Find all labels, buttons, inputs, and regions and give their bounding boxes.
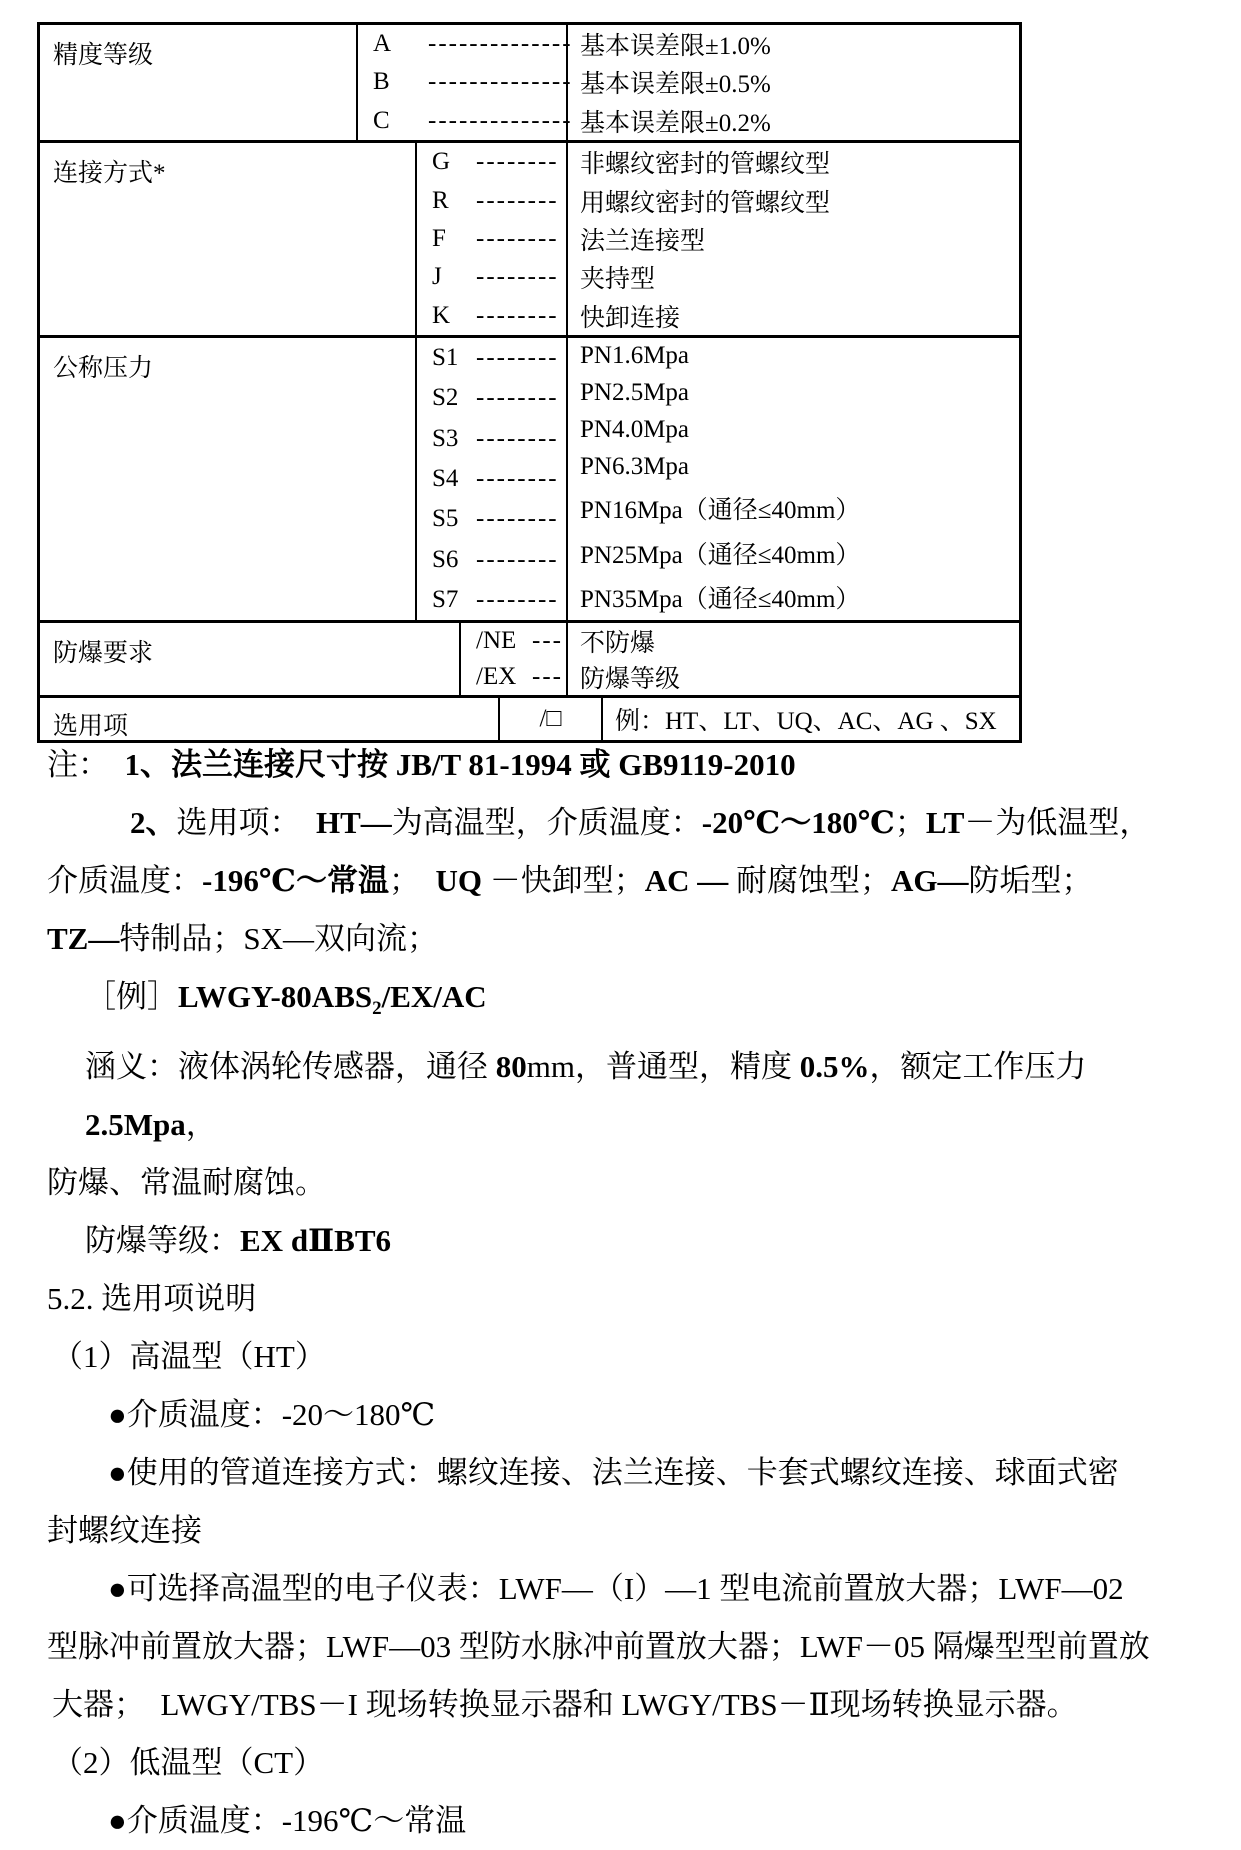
option-code-line xyxy=(432,148,566,176)
note-segment: TZ— xyxy=(47,921,120,956)
note-segment: 型脉冲前置放大器；LWF—03 型防水脉冲前置放大器；LWF－05 隔爆型型前置放 xyxy=(47,1629,1150,1665)
option-codes-column xyxy=(417,338,568,620)
option-dashes: -------- xyxy=(476,545,559,573)
note-segment: 2、 xyxy=(130,805,177,840)
note-line xyxy=(37,1502,1207,1560)
note-segment: －为低温型， xyxy=(964,805,1151,840)
table-group-optional-items xyxy=(40,695,1019,740)
note-segment: 介质温度： xyxy=(47,863,202,898)
option-code: B xyxy=(373,68,390,96)
note-segment: 2.5Mpa xyxy=(85,1107,186,1143)
note-line xyxy=(37,1734,1207,1792)
option-desc: PN2.5Mpa xyxy=(580,379,690,407)
group-label: 防爆要求 xyxy=(40,623,461,695)
table-group-explosion-proof xyxy=(40,620,1019,695)
note-line xyxy=(37,910,1207,968)
note-line xyxy=(37,852,1207,910)
note-segment: 1、法兰连接尺寸按 JB/T 81-1994 或 GB9119-2010 xyxy=(124,747,796,782)
option-code: R xyxy=(432,186,449,214)
note-segment: 为高温型，介质温度： xyxy=(391,805,702,840)
note-segment-subscript: 2 xyxy=(372,998,382,1020)
option-desc: PN1.6Mpa xyxy=(580,342,690,370)
option-codes-column xyxy=(461,623,568,695)
note-segment: ； xyxy=(894,805,926,840)
option-codes-column xyxy=(358,25,573,140)
option-dashes: -------- xyxy=(476,186,559,214)
option-code: /□ xyxy=(539,705,562,732)
note-line xyxy=(37,794,1207,852)
option-desc: PN6.3Mpa xyxy=(580,452,690,480)
option-descs-column xyxy=(603,698,1019,740)
option-desc: 基本误差限±0.5% xyxy=(580,71,771,99)
option-code-line xyxy=(432,187,566,215)
option-code: G xyxy=(432,148,451,176)
note-segment: 大器； LWGY/TBS－I 现场转换显示器和 LWGY/TBS－Ⅱ现场转换显示器。 xyxy=(52,1687,1078,1723)
note-line xyxy=(37,1154,1207,1212)
option-dashes: --- xyxy=(532,663,563,690)
note-segment: 防爆等级： xyxy=(85,1223,240,1259)
note-segment: HT— xyxy=(316,805,392,840)
note-line xyxy=(37,1560,1207,1618)
option-desc: 快卸连接 xyxy=(580,304,681,332)
option-code: S2 xyxy=(432,384,459,412)
option-dashes: -------------- xyxy=(428,68,573,96)
option-desc: 不防爆 xyxy=(580,630,656,657)
option-descs-column xyxy=(568,338,1019,620)
option-desc: 基本误差限±1.0% xyxy=(580,33,771,61)
note-segment: 耐腐蚀型； xyxy=(728,863,891,898)
table-group-accuracy xyxy=(40,25,1019,140)
note-segment: 涵义：液体涡轮传感器，通径 xyxy=(85,1049,496,1085)
option-code: S3 xyxy=(432,424,459,452)
option-dashes: -------- xyxy=(476,224,559,252)
note-segment: EX dⅡBT6 xyxy=(240,1223,392,1259)
option-desc: PN35Mpa（通径≤40mm） xyxy=(580,586,861,614)
option-code: C xyxy=(373,106,390,134)
option-descs-column xyxy=(568,25,1019,140)
option-desc: 夹持型 xyxy=(580,266,656,294)
note-segment: （2）低温型（CT） xyxy=(52,1745,325,1781)
option-code: A xyxy=(373,30,392,58)
note-line xyxy=(37,968,1207,1038)
option-code: /NE xyxy=(476,627,517,654)
table-group-connection xyxy=(40,140,1019,335)
option-code-line xyxy=(432,384,566,412)
option-code-line xyxy=(432,465,566,493)
option-code-line xyxy=(432,586,566,614)
option-code-line xyxy=(432,225,566,253)
option-code-line xyxy=(432,302,566,330)
option-code: S1 xyxy=(432,344,459,372)
option-descs-column xyxy=(568,143,1019,335)
note-segment: 5.2. 选用项说明 xyxy=(47,1281,257,1317)
option-desc: 用螺纹密封的管螺纹型 xyxy=(580,189,831,217)
option-dashes: -------------- xyxy=(428,30,573,58)
option-dashes: -------- xyxy=(476,424,559,452)
note-line xyxy=(37,1038,1207,1154)
note-segment: -196℃～常温 xyxy=(202,863,389,898)
note-segment: 80 xyxy=(495,1049,527,1085)
note-segment: 封螺纹连接 xyxy=(47,1513,202,1549)
note-line xyxy=(37,1792,1207,1850)
option-desc: PN16Mpa（通径≤40mm） xyxy=(580,496,861,524)
option-code: F xyxy=(432,224,446,252)
note-segment: 注： xyxy=(47,747,125,782)
option-code: S7 xyxy=(432,585,459,613)
table-group-pressure xyxy=(40,335,1019,620)
note-line section-heading xyxy=(37,1270,1207,1328)
spec-code-table xyxy=(37,22,1022,743)
option-code-line xyxy=(373,106,573,135)
option-dashes: -------- xyxy=(476,505,559,533)
option-dashes: -------- xyxy=(476,148,559,176)
option-code: J xyxy=(432,263,442,291)
option-desc: 基本误差限±0.2% xyxy=(580,109,771,137)
notes-section xyxy=(37,736,1207,1850)
note-segment: mm，普通型，精度 xyxy=(526,1049,800,1085)
note-segment: ， xyxy=(185,1107,217,1143)
note-line xyxy=(37,736,1207,794)
option-code-line xyxy=(432,344,566,372)
note-segment: ； xyxy=(388,863,436,898)
option-code: S4 xyxy=(432,464,459,492)
option-desc: 例：HT、LT、UQ、AC、AG 、SX xyxy=(615,708,997,735)
option-code-line xyxy=(476,627,566,655)
note-segment: ●使用的管道连接方式：螺纹连接、法兰连接、卡套式螺纹连接、球面式密 xyxy=(108,1455,1119,1491)
group-label: 选用项 xyxy=(40,698,500,740)
note-segment: 选用项： xyxy=(176,805,316,840)
note-segment: ●可选择高温型的电子仪表：LWF—（I）—1 型电流前置放大器；LWF—02 xyxy=(108,1571,1124,1607)
option-descs-column xyxy=(568,623,1019,695)
option-codes-column xyxy=(500,698,603,740)
option-code-line xyxy=(373,68,573,96)
note-segment: －快卸型； xyxy=(481,863,645,898)
note-segment: ●介质温度：-196℃～常温 xyxy=(108,1803,467,1839)
option-desc: PN4.0Mpa xyxy=(580,416,690,444)
note-segment: UQ xyxy=(435,863,482,898)
option-code: S5 xyxy=(432,505,459,533)
option-desc: PN25Mpa（通径≤40mm） xyxy=(580,541,861,569)
option-code-line xyxy=(373,30,573,58)
group-label: 精度等级 xyxy=(40,25,358,140)
note-segment: ，额定工作压力 xyxy=(869,1049,1095,1085)
note-line xyxy=(37,1386,1207,1444)
option-dashes: -------- xyxy=(476,344,559,372)
option-code: K xyxy=(432,301,451,329)
note-segment: 特制品；SX—双向流； xyxy=(119,921,438,956)
option-desc: 法兰连接型 xyxy=(580,227,706,255)
option-code-line xyxy=(432,263,566,291)
option-code-line xyxy=(432,425,566,453)
note-line xyxy=(37,1328,1207,1386)
option-code: /EX xyxy=(476,663,517,690)
option-dashes: -------------- xyxy=(428,106,573,134)
option-dashes: -------- xyxy=(476,263,559,291)
note-segment: AG— xyxy=(891,863,969,898)
note-line xyxy=(37,1444,1207,1502)
note-line xyxy=(37,1676,1207,1734)
group-label: 连接方式* xyxy=(40,143,417,335)
note-segment: ［例］ xyxy=(85,979,178,1014)
option-dashes: -------- xyxy=(476,464,559,492)
note-segment: 防爆、常温耐腐蚀。 xyxy=(47,1165,326,1201)
note-segment: /EX/AC xyxy=(381,979,487,1014)
option-desc: 防爆等级 xyxy=(580,666,681,693)
option-code-line xyxy=(500,705,601,733)
option-code-line xyxy=(432,546,566,574)
note-segment: LWGY-80ABS xyxy=(178,979,373,1014)
note-segment: 0.5% xyxy=(799,1049,870,1085)
option-code-line xyxy=(476,663,566,691)
option-code-line xyxy=(432,505,566,533)
note-segment: AC — xyxy=(644,863,729,898)
option-codes-column xyxy=(417,143,568,335)
note-segment: 防垢型； xyxy=(968,863,1093,898)
note-segment: （1）高温型（HT） xyxy=(52,1339,326,1375)
note-segment: ●介质温度：-20～180℃ xyxy=(108,1397,436,1433)
option-code: S6 xyxy=(432,545,459,573)
option-dashes: -------- xyxy=(476,301,559,329)
note-segment: -20℃～180℃ xyxy=(701,805,895,840)
group-label: 公称压力 xyxy=(40,338,417,620)
option-desc: 非螺纹密封的管螺纹型 xyxy=(580,151,831,179)
note-line xyxy=(37,1212,1207,1270)
option-dashes: -------- xyxy=(476,384,559,412)
option-dashes: -------- xyxy=(476,585,559,613)
note-line xyxy=(37,1618,1207,1676)
option-dashes: --- xyxy=(532,627,563,654)
note-segment: LT xyxy=(925,805,965,840)
